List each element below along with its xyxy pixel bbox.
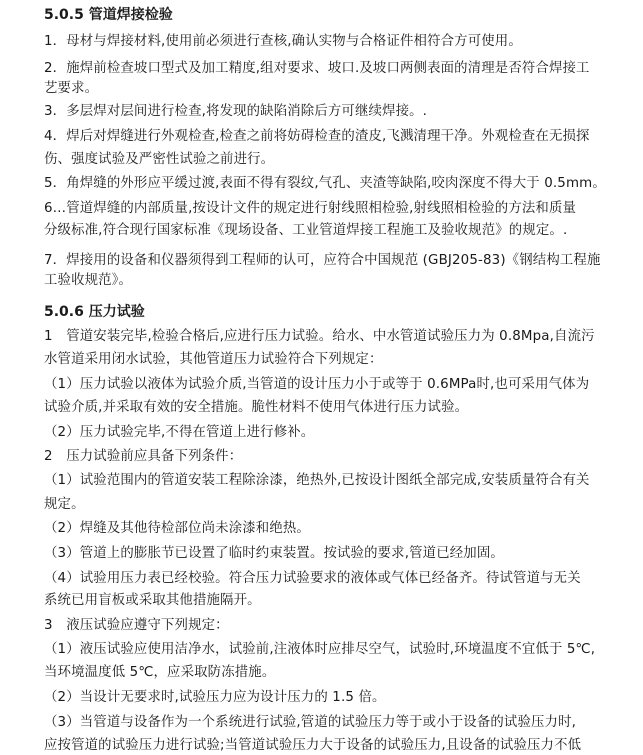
paragraph-line: （4）试验用压力表已经校验。符合压力试验要求的液体或气体已经备齐。待试管道与无关	[44, 571, 581, 586]
paragraph-line: （1）液压试验应使用洁净水，试验前,注液体时应排尽空气，试验时,环境温度不宜低于 5℃,	[44, 642, 596, 657]
paragraph-line: 4．焊后对焊缝进行外观检查,检查之前将妨碍检查的渣皮,飞溅清理干净。外观检查在无损探	[44, 129, 590, 144]
section-heading-5-0-5: 5.0.5 管道焊接检验	[44, 7, 173, 23]
paragraph-line: （1）试验范围内的管道安装工程除涂漆，绝热外,已按设计图纸全部完成,安装质量符合有关	[44, 473, 590, 488]
paragraph-line: 6…管道焊缝的内部质量,按设计文件的规定进行射线照相检验,射线照相检验的方法和质量	[44, 201, 577, 216]
paragraph-line: 工验收规范》。	[44, 273, 133, 288]
paragraph-line: （3）管道上的膨胀节已设置了临时约束装置。按试验的要求,管道已经加固。	[44, 546, 504, 561]
paragraph-line: （1）压力试验以液体为试验介质,当管道的设计压力小于或等于 0.6MPa时,也可采用气体为	[44, 377, 590, 392]
paragraph-line: 1 管道安装完毕,检验合格后,应进行压力试验。给水、中水管道试验压力为 0.8Mpa,自流污	[44, 329, 595, 344]
paragraph-line: 当环境温度低 5℃，应采取防冻措施。	[44, 665, 276, 680]
paragraph-line: 试验介质,并采取有效的安全措施。脆性材料不使用气体进行压力试验。	[44, 400, 469, 415]
paragraph-line: 2．施焊前检查坡口型式及加工精度,组对要求、坡口.及坡口两侧表面的清理是否符合焊接工	[44, 61, 590, 76]
paragraph-line: （2）压力试验完毕,不得在管道上进行修补。	[44, 425, 315, 440]
paragraph-line: 2 压力试验前应具备下列条件：	[44, 449, 243, 464]
paragraph-line: 3 液压试验应遵守下列规定：	[44, 618, 229, 633]
paragraph-line: 应按管道的试验压力进行试验;当管道试验压力大于设备的试验压力,且设备的试验压力不低	[44, 738, 582, 753]
paragraph-line: 3．多层焊对层间进行检查,将发现的缺陷消除后方可继续焊接。.	[44, 104, 428, 119]
paragraph-line: 分级标准,符合现行国家标准《现场设备、工业管道焊接工程施工及验收规范》的规定。.	[44, 223, 568, 238]
paragraph-line: 1．母材与焊接材料,使用前必须进行查核,确认实物与合格证件相符合方可使用。	[44, 34, 522, 49]
paragraph-line: 规定。	[44, 497, 85, 512]
paragraph-line: 艺要求。	[44, 81, 99, 96]
paragraph-line: 伤、强度试验及严密性试验之前进行。	[44, 152, 275, 167]
paragraph-line: （2）当设计无要求时,试验压力应为设计压力的 1.5 倍。	[44, 690, 386, 705]
paragraph-line: （3）当管道与设备作为一个系统进行试验,管道的试验压力等于或小于设备的试验压力时,	[44, 715, 577, 730]
paragraph-line: （2）焊缝及其他待检部位尚未涂漆和绝热。	[44, 521, 310, 536]
section-heading-5-0-6: 5.0.6 压力试验	[44, 304, 145, 320]
paragraph-line: 水管道采用闭水试验，其他管道压力试验符合下列规定：	[44, 352, 383, 367]
paragraph-line: 系统已用盲板或采取其他措施隔开。	[44, 593, 261, 608]
paragraph-line: 5．角焊缝的外形应平缓过渡,表面不得有裂纹,气孔、夹渣等缺陷,咬肉深度不得大于 0.5mm。	[44, 176, 606, 191]
paragraph-line: 7．焊接用的设备和仪器须得到工程师的认可，应符合中国规范 (GBJ205-83)《钢结构工程施	[44, 253, 601, 268]
